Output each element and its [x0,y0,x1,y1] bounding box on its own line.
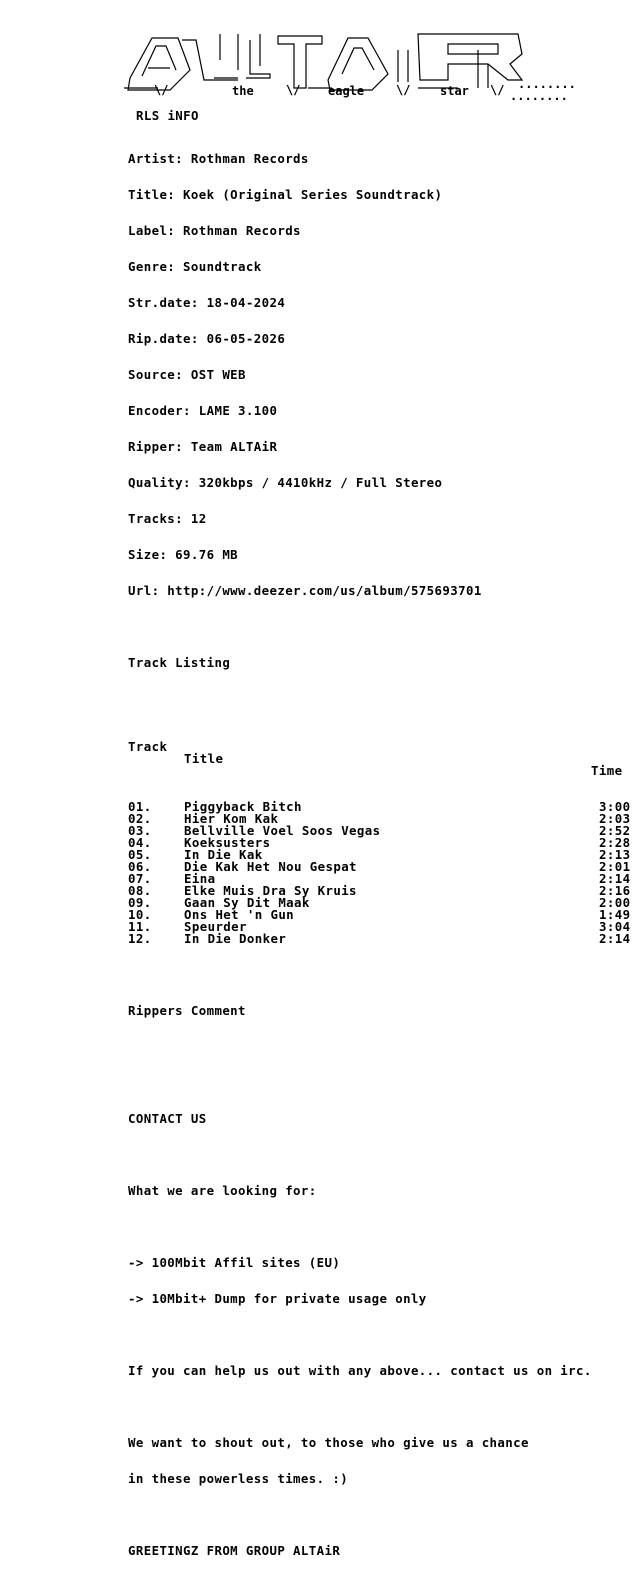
track-time: 2:28 [599,835,631,850]
track-time: 3:04 [599,919,631,934]
track-time: 3:00 [599,799,631,814]
logo-word-the: the [232,84,254,98]
contact-heading: CONTACT US [128,1111,207,1126]
info-size: Size: 69.76 MB [128,547,239,562]
track-number: 01. [128,799,152,814]
track-time: 2:13 [599,847,631,862]
info-ripper: Ripper: Team ALTAiR [128,439,278,454]
track-time: 2:16 [599,883,631,898]
greetz-line: GREETINGZ FROM GROUP ALTAiR [128,1543,341,1558]
shout-line-2: in these powerless times. :) [128,1471,349,1486]
track-number: 06. [128,859,152,874]
logo-word-star: star [440,84,469,98]
track-title: Eina [184,871,216,886]
track-title: Gaan Sy Dit Maak [184,895,310,910]
track-time: 2:52 [599,823,631,838]
looking-for-line: What we are looking for: [128,1183,317,1198]
track-title: Hier Kom Kak [184,811,279,826]
track-title: Ons Het 'n Gun [184,907,295,922]
track-number: 12. [128,931,152,946]
col-track-header: Track [128,739,168,754]
track-time: 2:14 [599,931,631,946]
track-time: 1:49 [599,907,631,922]
track-title: In Die Donker [184,931,287,946]
info-rip-date: Rip.date: 06-05-2026 [128,331,286,346]
track-title: Bellville Voel Soos Vegas [184,823,381,838]
info-label: Label: Rothman Records [128,223,301,238]
track-number: 02. [128,811,152,826]
info-title: Title: Koek (Original Series Soundtrack) [128,187,443,202]
info-encoder: Encoder: LAME 3.100 [128,403,278,418]
col-time-header: Time [591,763,623,778]
track-row [128,931,631,946]
track-number: 05. [128,847,152,862]
info-source: Source: OST WEB [128,367,246,382]
track-number: 10. [128,907,152,922]
track-list [128,799,631,946]
track-title: Piggyback Bitch [184,799,302,814]
shout-line-1: We want to shout out, to those who give us a chance [128,1435,529,1450]
track-time: 2:14 [599,871,631,886]
info-url: Url: http://www.deezer.com/us/album/575693701 [128,583,482,598]
track-title: Koeksusters [184,835,271,850]
info-genre: Genre: Soundtrack [128,259,262,274]
info-artist: Artist: Rothman Records [128,151,309,166]
looking-for-item-2: -> 10Mbit+ Dump for private usage only [128,1291,427,1306]
track-time: 2:03 [599,811,631,826]
svg-text:\/: \/ [154,83,169,97]
svg-text:\/: \/ [286,83,301,97]
track-number: 04. [128,835,152,850]
help-line: If you can help us out with any above... contact us on irc. [128,1363,592,1378]
svg-text:\/: \/ [490,83,505,97]
svg-text:\/: \/ [396,83,411,97]
logo-dots-top: ........ [518,77,576,91]
track-title: Speurder [184,919,247,934]
track-title: Die Kak Het Nou Gespat [184,859,357,874]
track-listing-heading: Track Listing [128,655,231,670]
nfo-body [128,129,631,1569]
info-tracks: Tracks: 12 [128,511,207,526]
col-title-header: Title [184,751,224,766]
info-str-date: Str.date: 18-04-2024 [128,295,286,310]
section-title-rls-info: RLS iNFO [136,108,199,123]
track-time: 2:00 [599,895,631,910]
track-number: 09. [128,895,152,910]
logo-word-eagle: eagle [328,84,365,98]
track-number: 03. [128,823,152,838]
looking-for-item-1: -> 100Mbit Affil sites (EU) [128,1255,341,1270]
track-table-header [128,729,623,778]
info-quality: Quality: 320kbps / 4410kHz / Full Stereo [128,475,443,490]
track-number: 11. [128,919,152,934]
track-number: 07. [128,871,152,886]
track-title: In Die Kak [184,847,263,862]
logo-dots-bottom: ........ [510,89,568,103]
rippers-comment: Rippers Comment [128,1003,246,1018]
track-number: 08. [128,883,152,898]
track-time: 2:01 [599,859,631,874]
track-title: Elke Muis Dra Sy Kruis [184,883,357,898]
